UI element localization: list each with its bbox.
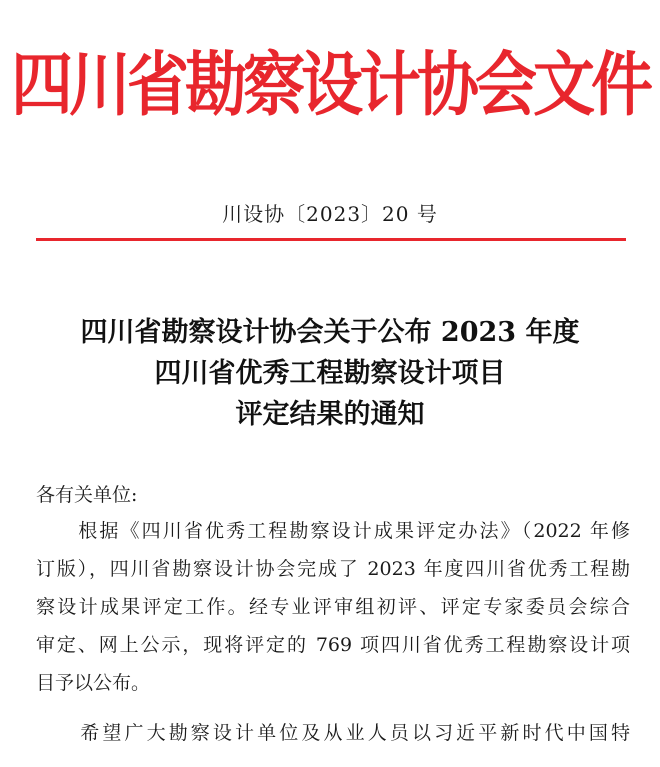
paragraph-line: 订版），四川省勘察设计协会完成了 2023 年度四川省优秀工程勘 <box>36 558 630 580</box>
notice-title-line: 四川省勘察设计协会关于公布 2023 年度 <box>80 317 580 348</box>
paragraph-line: 察设计成果评定工作。经专业评审组初评、评定专家委员会综合 <box>36 596 630 618</box>
body-paragraph <box>36 512 630 702</box>
document-number: 川设协〔2023〕20 号 <box>222 202 438 226</box>
notice-title <box>0 312 660 435</box>
paragraph-line: 根据《四川省优秀工程勘察设计成果评定办法》（2022 年修 <box>36 520 630 542</box>
red-divider-line <box>36 238 626 241</box>
paragraph-line: 审定、网上公示，现将评定的 769 项四川省优秀工程勘察设计项 <box>36 634 630 656</box>
document-masthead: 四川省勘察设计协会文件 <box>10 43 649 126</box>
notice-title-line: 评定结果的通知 <box>235 399 425 430</box>
paragraph-line: 目予以公布。 <box>36 672 151 694</box>
paragraph-line: 希望广大勘察设计单位及从业人员以习近平新时代中国特 <box>36 722 630 744</box>
notice-title-line: 四川省优秀工程勘察设计项目 <box>154 358 506 389</box>
salutation: 各有关单位: <box>36 484 138 506</box>
body-paragraph <box>36 714 630 752</box>
